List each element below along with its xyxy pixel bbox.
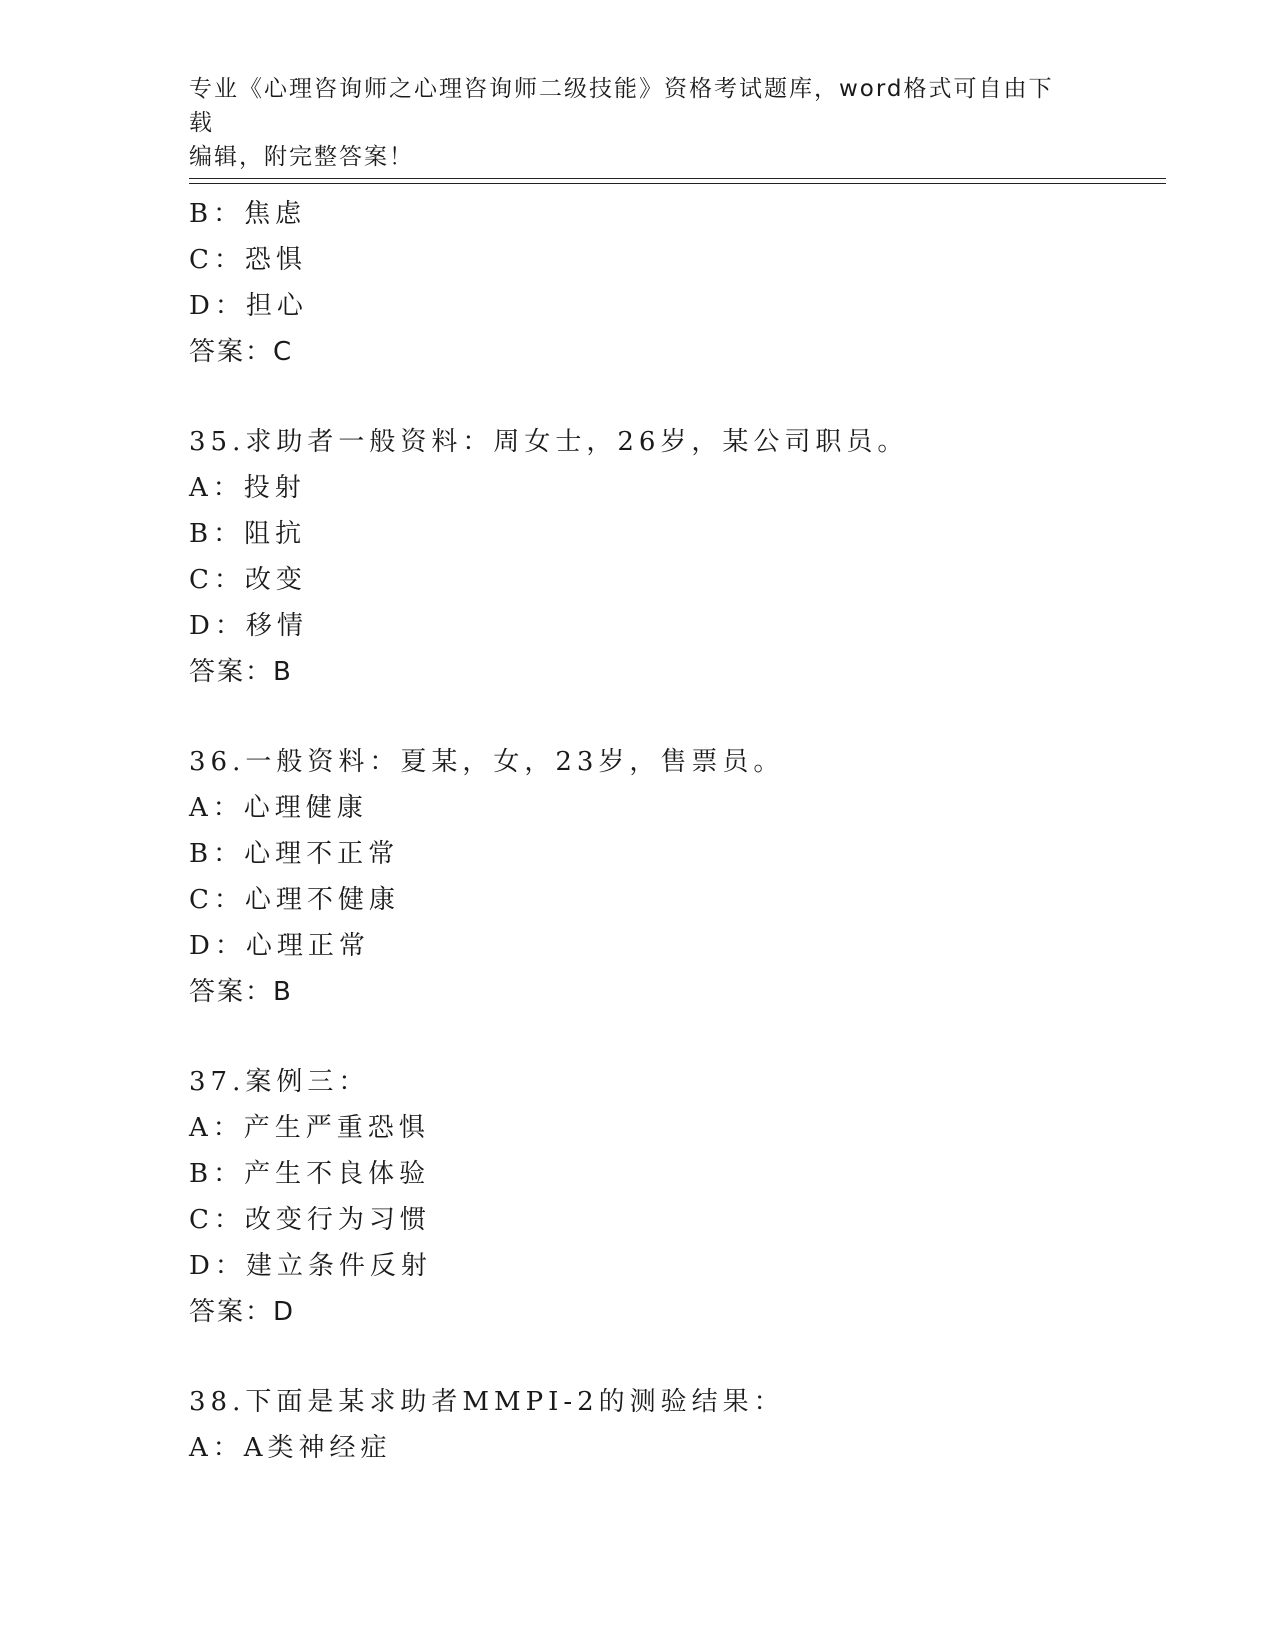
- answer: 答案：D: [189, 1297, 296, 1327]
- answer: 答案：B: [189, 657, 293, 687]
- option-a: A：投射: [189, 473, 306, 503]
- option-c: C：恐惧: [189, 245, 307, 275]
- answer: 答案：C: [189, 337, 294, 367]
- header-line-1: 专业《心理咨询师之心理咨询师二级技能》资格考试题库，word格式可自由下载: [189, 76, 1054, 136]
- header-rule-top: [189, 178, 1166, 179]
- option-b: B：阻抗: [189, 519, 307, 549]
- question-stem: 37.案例三：: [189, 1067, 370, 1097]
- option-d: D：担心: [189, 291, 308, 321]
- option-d: D：移情: [189, 611, 308, 641]
- option-d: D：建立条件反射: [189, 1251, 432, 1281]
- option-c: C：改变: [189, 565, 307, 595]
- header-rule-bottom: [189, 183, 1166, 184]
- option-c: C：心理不健康: [189, 885, 400, 915]
- question-stem: 35.求助者一般资料：周女士，26岁，某公司职员。: [189, 427, 909, 457]
- question-36: [189, 739, 1169, 1015]
- question-stem: 36.一般资料：夏某，女，23岁，售票员。: [189, 747, 785, 777]
- option-a: A：心理健康: [189, 793, 368, 823]
- option-d: D：心理正常: [189, 931, 370, 961]
- document-header: [189, 72, 1069, 174]
- option-b: B：焦虑: [189, 199, 307, 229]
- question-stem: 38.下面是某求助者MMPI-2的测验结果：: [189, 1387, 785, 1417]
- header-line-2: 编辑，附完整答案！: [189, 144, 414, 170]
- question-34-tail: [189, 191, 1169, 375]
- option-a: A：产生严重恐惧: [189, 1113, 430, 1143]
- question-37: [189, 1059, 1169, 1335]
- answer: 答案：B: [189, 977, 293, 1007]
- question-list: [189, 191, 1169, 1471]
- option-b: B：产生不良体验: [189, 1159, 431, 1189]
- question-35: [189, 419, 1169, 695]
- option-b: B：心理不正常: [189, 839, 400, 869]
- question-38: [189, 1379, 1169, 1471]
- option-c: C：改变行为习惯: [189, 1205, 431, 1235]
- option-a: A：A类神经症: [189, 1433, 392, 1463]
